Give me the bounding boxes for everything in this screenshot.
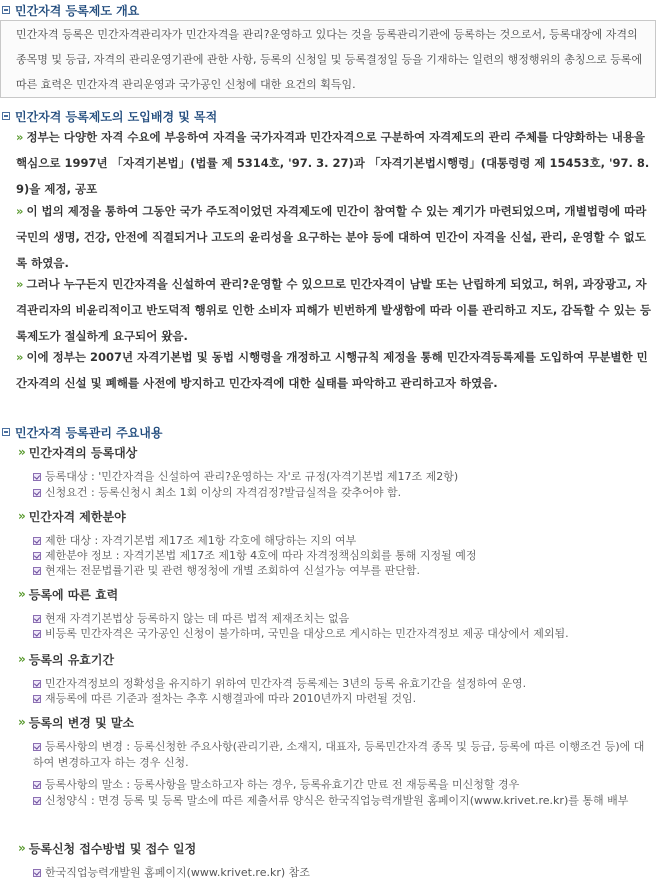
square-minus-icon xyxy=(2,112,10,120)
paragraph-text: 정부는 다양한 자격 수요에 부응하여 자격을 국가자격과 민간자격으로 구분하여 자격제도의 관리 주체를 다양화하는 내용을 핵심으로 1997년 「자격기본법」(법률 제 5314호, '97. 3. 27)과 「자격기본법시행령」(대통령령 제 15453호, '97. 8. 9)을 제정, 공포 xyxy=(16,130,650,196)
list-item xyxy=(33,626,653,642)
section-title: 민간자격 등록제도 개요 xyxy=(15,3,140,18)
list-item-text: 비등록 민간자격은 국가공인 신청이 불가하며, 국민을 대상으로 게시하는 민간자격정보 제공 대상에서 제외됨. xyxy=(45,627,569,640)
list-item xyxy=(33,548,653,564)
list-item-text: 현재 자격기본법상 등록하지 않는 데 따른 법적 제재조치는 없음 xyxy=(45,612,350,625)
list-item-text: 재등록에 따른 기준과 절차는 추후 시행결과에 따라 2010년까지 마련될 것임. xyxy=(45,692,417,705)
section-heading-overview xyxy=(2,2,139,18)
double-arrow-icon: » xyxy=(18,445,26,459)
background-paragraph xyxy=(16,124,654,202)
checkbox-icon xyxy=(33,552,41,560)
list-item xyxy=(33,533,653,549)
list-item xyxy=(33,739,653,771)
list-item-text: 제한 대상 : 자격기본법 제17조 제1항 각호에 해당하는 지의 여부 xyxy=(45,534,357,547)
square-minus-icon xyxy=(2,428,10,436)
list-item xyxy=(33,793,653,809)
checkbox-icon xyxy=(33,567,41,575)
background-paragraph xyxy=(16,198,654,276)
double-arrow-icon: » xyxy=(18,509,26,523)
section-title: 민간자격 등록제도의 도입배경 및 목적 xyxy=(15,109,218,124)
list-item xyxy=(33,676,653,692)
subsection-heading xyxy=(18,508,126,524)
double-arrow-icon: » xyxy=(16,130,24,144)
list-item-text: 민간자격정보의 정확성을 유지하기 위하여 민간자격 등록제는 3년의 등록 유효기간을 설정하여 운영. xyxy=(45,677,527,690)
double-arrow-icon: » xyxy=(16,277,24,291)
subsection-heading xyxy=(18,651,114,667)
section-title: 민간자격 등록관리 주요내용 xyxy=(15,425,163,440)
subsection-heading xyxy=(18,586,118,602)
subsection-title: 등록의 유효기간 xyxy=(28,652,115,667)
list-item-text: 신청요건 : 등록신청시 최소 1회 이상의 자격검정?발급실적을 갖추어야 함. xyxy=(45,486,402,499)
double-arrow-icon: » xyxy=(18,841,26,855)
subsection-heading xyxy=(18,444,137,460)
list-item-text: 제한분야 정보 : 자격기본법 제17조 제1항 4호에 따라 자격정책심의회를 통해 지정될 예정 xyxy=(45,549,477,562)
subsection-heading xyxy=(18,714,134,730)
subsection-heading xyxy=(18,840,196,856)
paragraph-text: 그러나 누구든지 민간자격을 신설하여 관리?운영할 수 있으므로 민간자격이 남발 또는 난립하게 되었고, 허위, 과장광고, 자격관리자의 비윤리적이고 반도덕적 행위로 인한 소비자 피해가 빈번하게 발생함에 따라 이를 관리하고 지도, 감독할 수 있는 등록제도가 절실하게 요구되어 왔음. xyxy=(16,277,651,343)
checkbox-icon xyxy=(33,869,41,877)
checkbox-icon xyxy=(33,489,41,497)
square-minus-icon xyxy=(2,6,10,14)
section-heading-background xyxy=(2,108,217,124)
list-item-text: 등록사항의 변경 : 등록신청한 주요사항(관리기관, 소재지, 대표자, 등록민간자격 종목 및 등급, 등록에 따른 이행조건 등)에 대하여 변경하고자 하는 경우 신청. xyxy=(33,740,645,769)
paragraph-text: 이에 정부는 2007년 자격기본법 및 동법 시행령을 개정하고 시행규칙 제정을 통해 민간자격등록제를 도입하여 무분별한 민간자격의 신설 및 폐해를 사전에 방지하고 민간자격에 대한 실태를 파악하고 관리하고자 하였음. xyxy=(16,350,648,390)
section-heading-main-content xyxy=(2,424,162,440)
list-item xyxy=(33,563,653,579)
checkbox-icon xyxy=(33,630,41,638)
subsection-title: 민간자격의 등록대상 xyxy=(28,445,138,460)
list-item xyxy=(33,485,653,501)
double-arrow-icon: » xyxy=(18,587,26,601)
background-paragraph xyxy=(16,271,654,349)
subsection-title: 등록신청 접수방법 및 접수 일정 xyxy=(28,841,197,856)
subsection-title: 등록의 변경 및 말소 xyxy=(28,715,135,730)
list-item xyxy=(33,777,653,793)
double-arrow-icon: » xyxy=(16,350,24,364)
list-item-text: 등록대상 : '민간자격을 신설하여 관리?운영하는 자'로 규정(자격기본법 제17조 제2항) xyxy=(45,470,459,483)
checkbox-icon xyxy=(33,781,41,789)
checkbox-icon xyxy=(33,797,41,805)
subsection-title: 등록에 따른 효력 xyxy=(28,587,119,602)
list-item-text: 현재는 전문법률기관 및 관련 행정청에 개별 조회하여 신설가능 여부를 판단함. xyxy=(45,564,420,577)
checkbox-icon xyxy=(33,743,41,751)
paragraph-text: 이 법의 제정을 통하여 그동안 국가 주도적이었던 자격제도에 민간이 참여할 수 있는 계기가 마련되었으며, 개별법령에 따라 국민의 생명, 건강, 안전에 직결되거나 고도의 윤리성을 요구하는 분야 등에 대하여 민간이 자격을 신설, 관리, 운영할 수 없도록 하였음. xyxy=(16,204,647,270)
list-item-text: 등록사항의 말소 : 등록사항을 말소하고자 하는 경우, 등록유효기간 만료 전 재등록을 미신청할 경우 xyxy=(45,778,520,791)
checkbox-icon xyxy=(33,473,41,481)
double-arrow-icon: » xyxy=(16,204,24,218)
double-arrow-icon: » xyxy=(18,715,26,729)
checkbox-icon xyxy=(33,695,41,703)
checkbox-icon xyxy=(33,615,41,623)
overview-text: 민간자격 등록은 민간자격관리자가 민간자격을 관리?운영하고 있다는 것을 등록관리기관에 등록하는 것으로서, 등록대장에 자격의 종목명 및 등급, 자격의 관리운영기관에 관한 사항, 등록의 신청일 및 등록결정일 등을 기재하는 일련의 행정행위의 총칭으로 등록에 따른 효력은 민간자격 관리운영과 국가공인 신청에 대한 요건의 획득임. xyxy=(16,28,643,91)
list-item-text: 신청양식 : 면경 등록 및 등록 말소에 따른 제출서류 양식은 한국직업능력개발원 홈페이지(www.krivet.re.kr)를 통해 배부 xyxy=(45,794,629,807)
checkbox-icon xyxy=(33,537,41,545)
list-item xyxy=(33,611,653,627)
double-arrow-icon: » xyxy=(18,652,26,666)
subsection-title: 민간자격 제한분야 xyxy=(28,509,126,524)
checkbox-icon xyxy=(33,680,41,688)
background-paragraph xyxy=(16,344,654,396)
list-item-text: 한국직업능력개발원 홈페이지(www.krivet.re.kr) 참조 xyxy=(45,866,310,879)
list-item xyxy=(33,691,653,707)
list-item xyxy=(33,469,653,485)
list-item xyxy=(33,865,653,881)
